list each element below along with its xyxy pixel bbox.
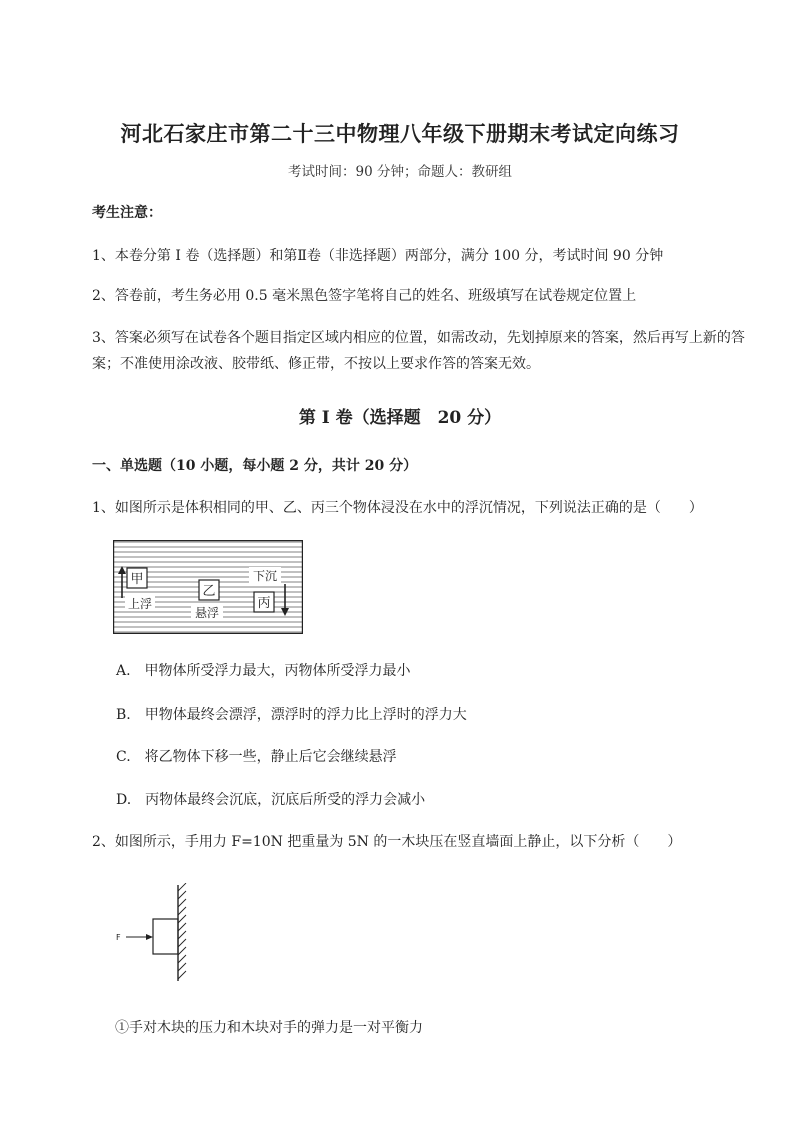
label-suspended: 悬浮 — [194, 606, 220, 620]
box-c-label: 丙 — [257, 596, 271, 611]
page-title: 河北石家庄市第二十三中物理八年级下册期末考试定向练习 — [120, 121, 680, 146]
buoyancy-figure — [113, 540, 303, 638]
exam-info: 考试时间：90 分钟；命题人：教研组 — [288, 164, 512, 180]
box-a-label: 甲 — [130, 572, 144, 587]
label-sinking: 下沉 — [252, 569, 278, 583]
note-item-1: 1、本卷分第 I 卷（选择题）和第Ⅱ卷（非选择题）两部分，满分 100 分，考试时间 90 分钟 — [92, 248, 664, 264]
note-item-2: 2、答卷前，考生务必用 0.5 毫米黑色签字笔将自己的姓名、班级填写在试卷规定位置上 — [92, 288, 637, 304]
question-1-option-b[interactable]: B. 甲物体最终会漂浮，漂浮时的浮力比上浮时的浮力大 — [116, 707, 467, 723]
question-2-stem: 2、如图所示，手用力 F=10N 把重量为 5N 的一木块压在竖直墙面上静止，以下分析（ ） — [92, 834, 682, 850]
wooden-block — [153, 919, 178, 954]
question-2-statement-1: ①手对木块的压力和木块对手的弹力是一对平衡力 — [115, 1020, 423, 1036]
section-title: 第 I 卷（选择题 20 分） — [298, 408, 502, 428]
label-rising: 上浮 — [127, 597, 153, 611]
question-1-option-d[interactable]: D. 丙物体最终会沉底，沉底后所受的浮力会减小 — [116, 792, 426, 808]
part-heading: 一、单选题（10 小题，每小题 2 分，共计 20 分） — [92, 458, 418, 474]
question-1-stem: 1、如图所示是体积相同的甲、乙、丙三个物体浸没在水中的浮沉情况，下列说法正确的是（ ） — [92, 500, 703, 516]
box-b-label: 乙 — [202, 584, 216, 599]
force-arrow-icon — [146, 934, 153, 940]
force-label: F — [116, 933, 121, 942]
wall-block-figure — [112, 883, 202, 987]
question-1-option-c[interactable]: C. 将乙物体下移一些，静止后它会继续悬浮 — [116, 749, 397, 765]
notes-heading: 考生注意： — [92, 205, 162, 221]
note-item-3: 3、答案必须写在试卷各个题目指定区域内相应的位置，如需改动，先划掉原来的答案，然后再写上新的答案；不准使用涂改液、胶带纸、修正带，不按以上要求作答的答案无效。 — [92, 330, 745, 372]
question-1-option-a[interactable]: A. 甲物体所受浮力最大，丙物体所受浮力最小 — [116, 663, 411, 679]
wall-hatching — [178, 883, 186, 979]
